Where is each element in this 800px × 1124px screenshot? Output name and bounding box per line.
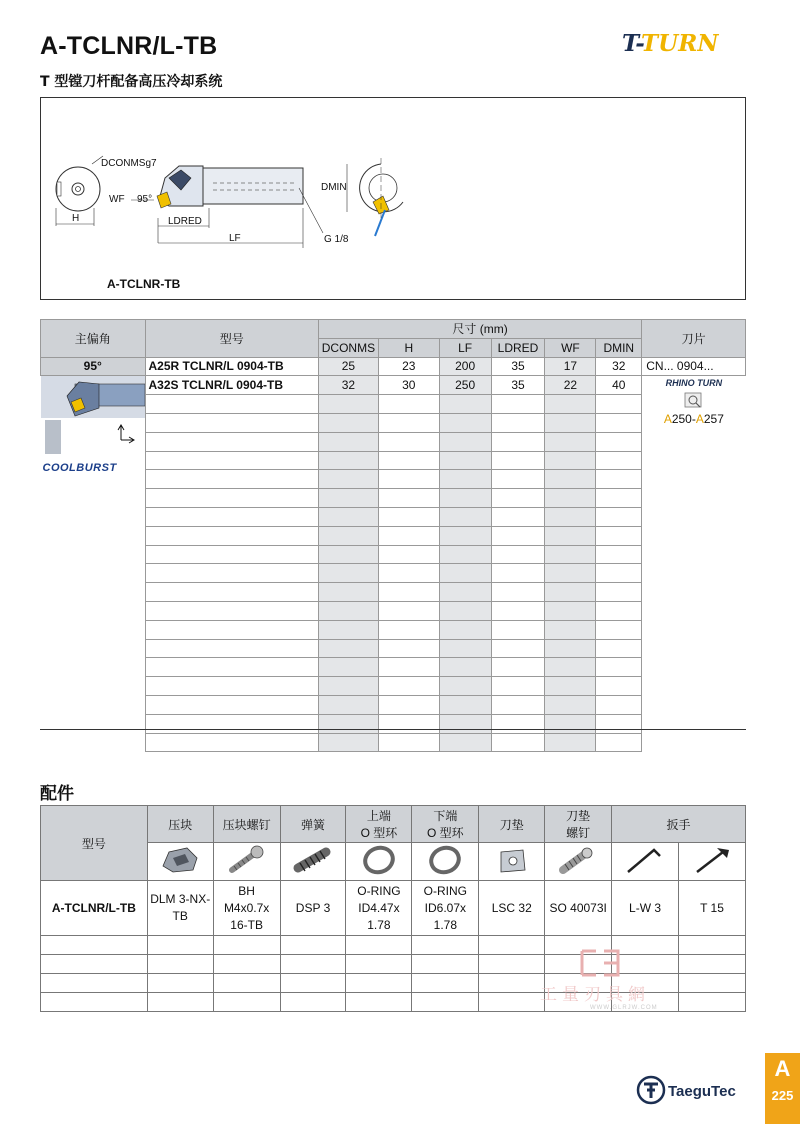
lower-ring-val2: ID6.07x — [424, 900, 467, 915]
watermark-logo — [574, 949, 626, 977]
header-lf: LF — [439, 338, 491, 357]
parts-model-cell: A-TCLNR/L-TB — [41, 881, 148, 936]
coolburst-logo: COOLBURST — [42, 462, 117, 475]
table-row — [41, 451, 746, 470]
parts-header-shim-screw — [545, 806, 612, 843]
upper-ring-cell — [346, 881, 412, 936]
clamp-screw-line3: 16-TB — [230, 917, 263, 932]
page-subtitle: T 型镗刀杆配备高压冷却系统 — [40, 74, 223, 90]
brand-name: TaeguTec — [668, 1083, 736, 1100]
rhino-turn-logo: RHINO TURN — [665, 378, 723, 389]
upper-ring-val3: 1.78 — [367, 917, 391, 932]
upper-ring-line2: O 型环 — [360, 826, 398, 840]
wf-cell: 22 — [545, 376, 596, 395]
boring-illustration — [41, 376, 145, 456]
header-dmin: DMIN — [596, 338, 642, 357]
page-ref-mid: 250- — [671, 412, 696, 427]
lower-ring-line1: 下端 — [433, 809, 458, 823]
table-row — [41, 470, 746, 489]
spring-icon — [280, 843, 346, 881]
header-main-angle: 主偏角 — [41, 320, 146, 358]
o-ring-icon — [412, 843, 479, 881]
insert-info-cell — [642, 376, 746, 752]
section-tab — [765, 1053, 800, 1124]
header-dconms: DCONMS — [318, 338, 378, 357]
parts-row — [41, 936, 746, 955]
magnifier-icon — [684, 392, 704, 410]
table-row — [41, 376, 746, 395]
table-row — [41, 620, 746, 639]
parts-header-lower-ring — [412, 806, 479, 843]
parts-row — [41, 955, 746, 974]
hex-key-icon — [612, 843, 679, 881]
shim-icon — [479, 843, 545, 881]
clamp-cell — [147, 881, 213, 936]
upper-ring-line1: 上端 — [366, 809, 391, 823]
parts-row — [41, 881, 746, 936]
dconms-label: DCONMSg7 — [101, 158, 157, 169]
table-bottom-rule — [40, 729, 746, 730]
table-row — [41, 583, 746, 602]
lower-ring-line2: O 型环 — [427, 826, 464, 840]
clamp-screw-cell — [213, 881, 280, 936]
ldred-label: LDRED — [168, 216, 202, 227]
clamp-line1: DLM 3-NX- — [150, 892, 211, 906]
h-cell: 30 — [378, 376, 439, 395]
table-row — [41, 413, 746, 432]
insert-code: CN... 0904... — [642, 357, 746, 376]
h-label: H — [72, 213, 80, 224]
table-row — [41, 695, 746, 714]
parts-header-wrench: 扳手 — [612, 806, 746, 843]
h-cell: 23 — [378, 357, 439, 376]
lower-ring-cell — [412, 881, 479, 936]
shim-cell: LSC 32 — [479, 881, 545, 936]
page-ref-end: 257 — [703, 412, 724, 427]
lf-cell: 250 — [439, 376, 491, 395]
diagram-caption: A-TCLNR-TB — [107, 277, 181, 291]
wrench1-cell: L-W 3 — [612, 881, 679, 936]
table-row — [41, 733, 746, 752]
shim-screw-line1: 刀垫 — [566, 809, 591, 823]
ldred-cell: 35 — [491, 376, 545, 395]
watermark-url: WWW.GLRJW.COM — [590, 1005, 658, 1011]
table-row — [41, 677, 746, 696]
header-h: H — [378, 338, 439, 357]
tool-table — [40, 319, 746, 752]
parts-header-upper-ring — [346, 806, 412, 843]
lf-label: LF — [229, 233, 241, 244]
clamp-screw-line1: BH — [238, 883, 255, 898]
t-turn-logo-prefix: T- — [622, 30, 642, 57]
lf-cell: 200 — [439, 357, 491, 376]
parts-title: 配件 — [40, 784, 74, 804]
header-wf: WF — [545, 338, 596, 357]
screw-icon — [213, 843, 280, 881]
section-letter: A — [774, 1056, 791, 1081]
angle-cell: 95° — [41, 357, 146, 376]
lower-ring-val3: 1.78 — [433, 917, 458, 932]
header-ldred: LDRED — [491, 338, 545, 357]
table-row — [41, 639, 746, 658]
ldred-cell: 35 — [491, 357, 545, 376]
tool-diagram — [40, 97, 746, 300]
parts-header-model: 型号 — [41, 806, 148, 881]
dconms-cell: 32 — [318, 376, 378, 395]
table-row — [41, 601, 746, 620]
o-ring-icon — [346, 843, 412, 881]
table-row — [41, 526, 746, 545]
clamp-line2: TB — [172, 909, 188, 923]
wf-cell: 17 — [545, 357, 596, 376]
parts-header-spring: 弹簧 — [280, 806, 346, 843]
dmin-label: DMIN — [321, 182, 347, 193]
dmin-cell: 32 — [596, 357, 642, 376]
angle-illustration-cell — [41, 376, 146, 752]
model-cell: A32S TCLNR/L 0904-TB — [145, 376, 318, 395]
page-ref-b: A — [695, 412, 704, 427]
taegutec-logo-icon — [636, 1075, 666, 1110]
table-row — [41, 432, 746, 451]
table-row — [41, 658, 746, 677]
shim-screw-icon — [545, 843, 612, 881]
t-turn-logo — [622, 30, 718, 57]
model-cell: A25R TCLNR/L 0904-TB — [145, 357, 318, 376]
header-model: 型号 — [145, 320, 318, 358]
page-reference — [642, 412, 745, 426]
angle-label: 95° — [137, 194, 153, 205]
shim-screw-line2: 螺钉 — [566, 826, 591, 840]
watermark-text: 工量刃具網 — [540, 985, 650, 1005]
wrench2-cell: T 15 — [679, 881, 746, 936]
spring-cell: DSP 3 — [280, 881, 346, 936]
torx-key-icon — [679, 843, 746, 881]
table-row — [41, 564, 746, 583]
table-row — [41, 545, 746, 564]
header-insert: 刀片 — [642, 320, 746, 358]
header-dimensions: 尺寸 (mm) — [318, 320, 641, 339]
t-turn-logo-main: TURN — [641, 30, 719, 57]
table-row — [41, 489, 746, 508]
page-title: A-TCLNR/L-TB — [40, 32, 218, 60]
g-thread-label: G 1/8 — [324, 234, 349, 245]
dconms-cell: 25 — [318, 357, 378, 376]
upper-ring-val2: ID4.47x — [358, 900, 400, 915]
wf-label: WF — [109, 194, 125, 205]
lower-ring-val1: O-RING — [423, 883, 468, 898]
parts-header-clamp: 压块 — [147, 806, 213, 843]
table-row — [41, 357, 746, 376]
clamp-screw-line2: M4x0.7x — [223, 900, 270, 915]
table-row — [41, 395, 746, 414]
table-row — [41, 507, 746, 526]
page-number: 225 — [771, 1088, 794, 1103]
parts-header-clamp-screw: 压块螺钉 — [213, 806, 280, 843]
upper-ring-val1: O-RING — [357, 883, 401, 898]
table-row — [41, 714, 746, 733]
shim-screw-cell: SO 40073I — [545, 881, 612, 936]
page-ref-a: A — [663, 412, 672, 427]
clamp-icon — [147, 843, 213, 881]
parts-header-shim: 刀垫 — [479, 806, 545, 843]
dmin-cell: 40 — [596, 376, 642, 395]
